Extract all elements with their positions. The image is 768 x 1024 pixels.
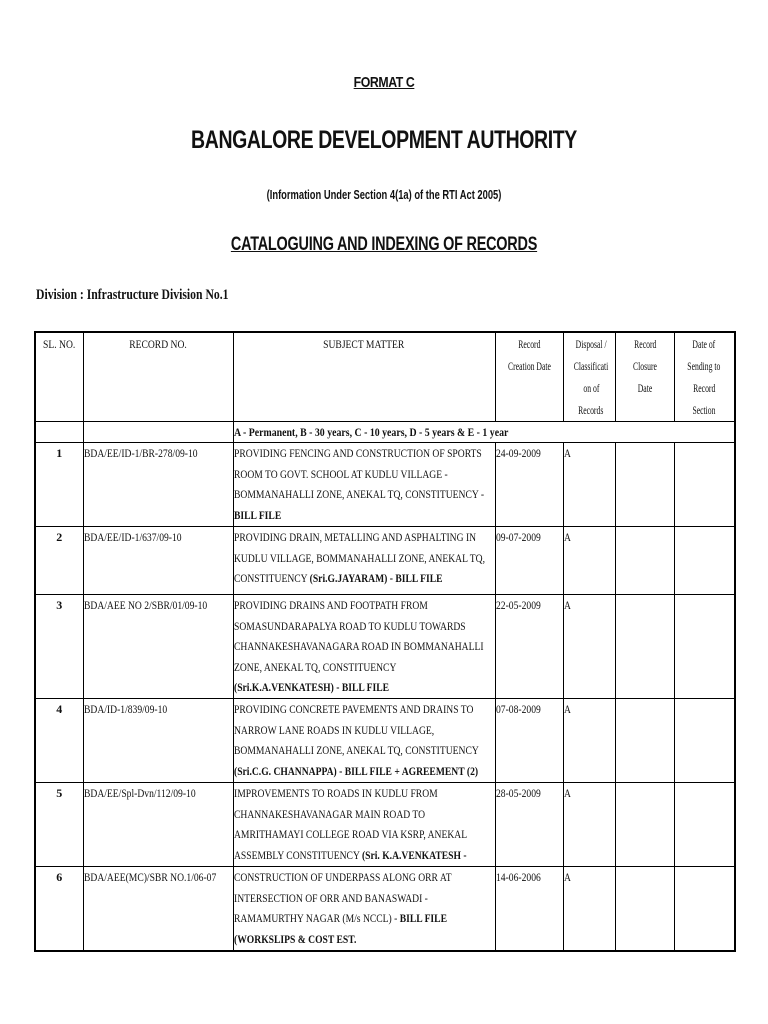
legend-row	[35, 422, 735, 443]
section-heading: CATALOGUING AND INDEXING OF RECORDS	[230, 234, 538, 255]
table-row	[35, 783, 735, 867]
row-subject: PROVIDING DRAINS AND FOOTPATH FROM SOMASUNDARAPALYA ROAD TO KUDLU TOWARDS CHANNAKESHAVANAGARA ROAD IN BOMMANAHALLI ZONE, ANEKAL TQ, CONSTITUENCY (Sri.K.A.VENKATESH) - BILL FILE	[233, 595, 495, 699]
row-sl-no: 6	[35, 867, 83, 951]
row-disposal: A	[563, 443, 615, 527]
row-disposal: A	[563, 595, 615, 699]
row-sl-no: 5	[35, 783, 83, 867]
row-subject: IMPROVEMENTS TO ROADS IN KUDLU FROM CHANNAKESHAVANAGAR MAIN ROAD TO AMRITHAMAYI COLLEGE ROAD VIA KSRP, ANEKAL ASSEMBLY CONSTITUENCY (Sri. K.A.VENKATESH -	[233, 783, 495, 867]
classification-legend: A - Permanent, B - 30 years, C - 10 years, D - 5 years & E - 1 year	[233, 425, 508, 439]
row-record-no: BDA/AEE NO 2/SBR/01/09-10	[83, 595, 233, 699]
row-record-no: BDA/EE/ID-1/637/09-10	[83, 527, 233, 595]
row-subject: CONSTRUCTION OF UNDERPASS ALONG ORR AT INTERSECTION OF ORR AND BANASWADI -RAMAMURTHY NAGAR (M/s NCCL) - BILL FILE (WORKSLIPS & COST EST.	[233, 867, 495, 951]
row-closure-date	[615, 595, 674, 699]
column-header-disposal: Disposal / Classificati on of Records	[563, 332, 615, 422]
row-disposal: A	[563, 783, 615, 867]
row-sending-date	[674, 783, 735, 867]
row-sl-no: 2	[35, 527, 83, 595]
row-sending-date	[674, 699, 735, 783]
row-creation-date: 09-07-2009	[495, 527, 563, 595]
column-header-subject: SUBJECT MATTER	[233, 332, 495, 422]
table-header-row	[35, 332, 735, 422]
row-creation-date: 22-05-2009	[495, 595, 563, 699]
column-header-closure-date: Record Closure Date	[615, 332, 674, 422]
column-header-record-no: RECORD NO.	[83, 332, 233, 422]
table-row	[35, 527, 735, 595]
row-creation-date: 24-09-2009	[495, 443, 563, 527]
table-row	[35, 867, 735, 951]
format-label: FORMAT C	[353, 74, 415, 91]
table-body	[35, 443, 735, 951]
row-sending-date	[674, 595, 735, 699]
row-sl-no: 3	[35, 595, 83, 699]
row-sl-no: 1	[35, 443, 83, 527]
column-header-sending-date: Date of Sending to Record Section	[674, 332, 735, 422]
row-creation-date: 28-05-2009	[495, 783, 563, 867]
row-closure-date	[615, 783, 674, 867]
row-subject: PROVIDING FENCING AND CONSTRUCTION OF SPORTS ROOM TO GOVT. SCHOOL AT KUDLU VILLAGE - BOMMANAHALLI ZONE, ANEKAL TQ, CONSTITUENCY - BILL FILE	[233, 443, 495, 527]
row-closure-date	[615, 699, 674, 783]
rti-subtitle: (Information Under Section 4(1a) of the RTI Act 2005)	[266, 187, 502, 202]
row-creation-date: 07-08-2009	[495, 699, 563, 783]
page-title: BANGALORE DEVELOPMENT AUTHORITY	[191, 126, 577, 154]
row-disposal: A	[563, 527, 615, 595]
row-closure-date	[615, 867, 674, 951]
row-sending-date	[674, 867, 735, 951]
row-closure-date	[615, 443, 674, 527]
row-sending-date	[674, 527, 735, 595]
table-row	[35, 595, 735, 699]
row-disposal: A	[563, 867, 615, 951]
table-row	[35, 443, 735, 527]
table-row	[35, 699, 735, 783]
row-record-no: BDA/AEE(MC)/SBR NO.1/06-07	[83, 867, 233, 951]
row-subject: PROVIDING CONCRETE PAVEMENTS AND DRAINS TO NARROW LANE ROADS IN KUDLU VILLAGE, BOMMANAHALLI ZONE, ANEKAL TQ, CONSTITUENCY (Sri.C.G. CHANNAPPA) - BILL FILE + AGREEMENT (2)	[233, 699, 495, 783]
row-disposal: A	[563, 699, 615, 783]
row-creation-date: 14-06-2006	[495, 867, 563, 951]
column-header-sl: SL. NO.	[35, 332, 83, 422]
row-sending-date	[674, 443, 735, 527]
row-subject: PROVIDING DRAIN, METALLING AND ASPHALTING IN KUDLU VILLAGE, BOMMANAHALLI ZONE, ANEKAL TQ, CONSTITUENCY (Sri.G.JAYARAM) - BILL FILE	[233, 527, 495, 595]
column-header-creation-date: Record Creation Date	[495, 332, 563, 422]
row-record-no: BDA/EE/ID-1/BR-278/09-10	[83, 443, 233, 527]
row-record-no: BDA/ID-1/839/09-10	[83, 699, 233, 783]
division-label: Division : Infrastructure Division No.1	[36, 287, 229, 303]
row-sl-no: 4	[35, 699, 83, 783]
row-record-no: BDA/EE/Spl-Dvn/112/09-10	[83, 783, 233, 867]
row-closure-date	[615, 527, 674, 595]
records-table	[34, 331, 736, 952]
